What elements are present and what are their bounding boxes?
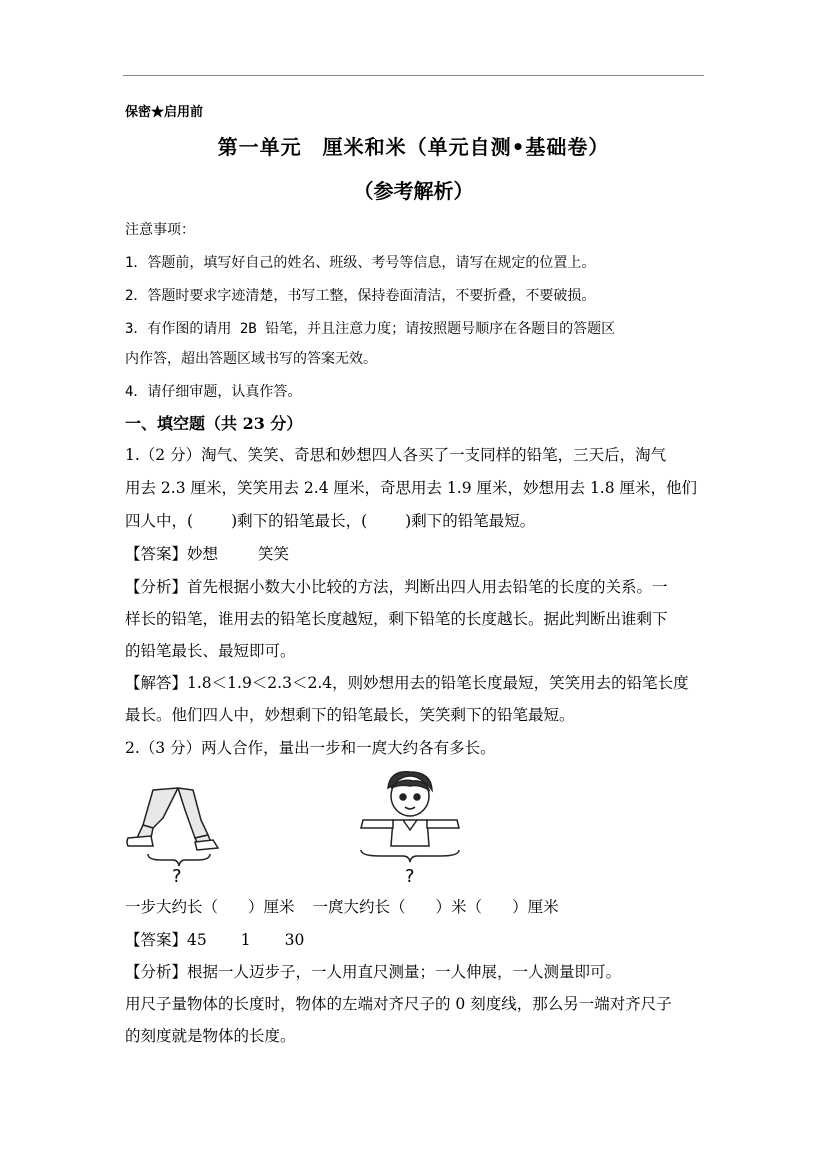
answer-value: 妙想 — [187, 545, 219, 563]
q2-text-d: ）米（ — [435, 898, 483, 916]
answer-label: 【答案】 — [125, 545, 188, 563]
analysis-line: 【分析】首先根据小数大小比较的方法，判断出四人用去铅笔的长度的关系。一 — [125, 578, 668, 596]
question-2-answer — [125, 928, 304, 950]
q2-text-e: ）厘米 — [512, 898, 559, 916]
solution-line: 最长。他们四人中，妙想剩下的铅笔最长，笑笑剩下的铅笔最短。 — [125, 706, 575, 724]
answer-label: 【答案】 — [125, 931, 188, 949]
answer-value: 笑笑 — [258, 545, 290, 563]
answer-value: 30 — [284, 931, 305, 949]
notice-heading: 注意事项： — [125, 222, 195, 238]
notice-item: 4．请仔细审题，认真作答。 — [125, 384, 302, 400]
notice-item: 2．答题时要求字迹清楚，书写工整，保持卷面清洁，不要折叠，不要破损。 — [125, 288, 596, 304]
page-title: 第一单元 厘米和米（单元自测•基础卷） — [217, 135, 610, 159]
question-2-fill-line — [125, 895, 559, 917]
question-1-line-3 — [125, 509, 535, 531]
question-2-stem: 2.（3 分）两人合作，量出一步和一庹大约各有多长。 — [125, 739, 496, 757]
answer-value: 45 — [187, 931, 207, 949]
analysis-line: 样长的铅笔，谁用去的铅笔长度越短，剩下铅笔的长度越长。据此判断出谁剩下 — [125, 610, 668, 628]
analysis-line: 用尺子量物体的长度时，物体的左端对齐尺子的 0 刻度线，那么另一端对齐尺子 — [125, 995, 672, 1013]
confidential-label: 保密★启用前 — [125, 105, 204, 120]
notice-item: 3．有作图的请用 2B 铅笔，并且注意力度；请按照题号顺序在各题目的答题区 — [125, 321, 616, 337]
notice-item: 内作答，超出答题区域书写的答案无效。 — [125, 351, 377, 367]
analysis-line: 的刻度就是物体的长度。 — [125, 1027, 296, 1045]
header-rule — [123, 75, 704, 76]
analysis-line: 【分析】根据一人迈步子，一人用直尺测量；一人伸展，一人测量即可。 — [125, 963, 622, 981]
q2-text-c: 一庹大约长（ — [312, 898, 406, 916]
answer-value: 1 — [240, 931, 251, 949]
notice-item: 1．答题前，填写好自己的姓名、班级、考号等信息，请写在规定的位置上。 — [125, 255, 596, 271]
section-title: 一、填空题（共 23 分） — [125, 414, 303, 433]
question-1-line: 1.（2 分）淘气、笑笑、奇思和妙想四人各买了一支同样的铅笔，三天后，淘气 — [125, 446, 667, 464]
question-1-answer — [125, 542, 289, 564]
question-1-line: 用去 2.3 厘米，笑笑用去 2.4 厘米，奇思用去 1.9 厘米，妙想用去 1.8 厘米，他们 — [125, 479, 698, 497]
q1-text-b: )剩下的铅笔最长，( — [231, 512, 368, 530]
solution-line: 【解答】1.8＜1.9＜2.3＜2.4，则妙想用去的铅笔长度最短，笑笑用去的铅笔长度 — [125, 674, 689, 692]
page-subtitle: （参考解析） — [353, 179, 474, 203]
question-mark-left: ? — [172, 866, 182, 887]
q2-text-b: ）厘米 — [248, 898, 295, 916]
question-mark-right: ? — [405, 866, 415, 887]
q1-text-a: 四人中，( — [125, 512, 194, 530]
q1-text-c: )剩下的铅笔最短。 — [405, 512, 536, 530]
analysis-line: 的铅笔最长、最短即可。 — [125, 642, 296, 660]
q2-text-a: 一步大约长（ — [125, 898, 219, 916]
